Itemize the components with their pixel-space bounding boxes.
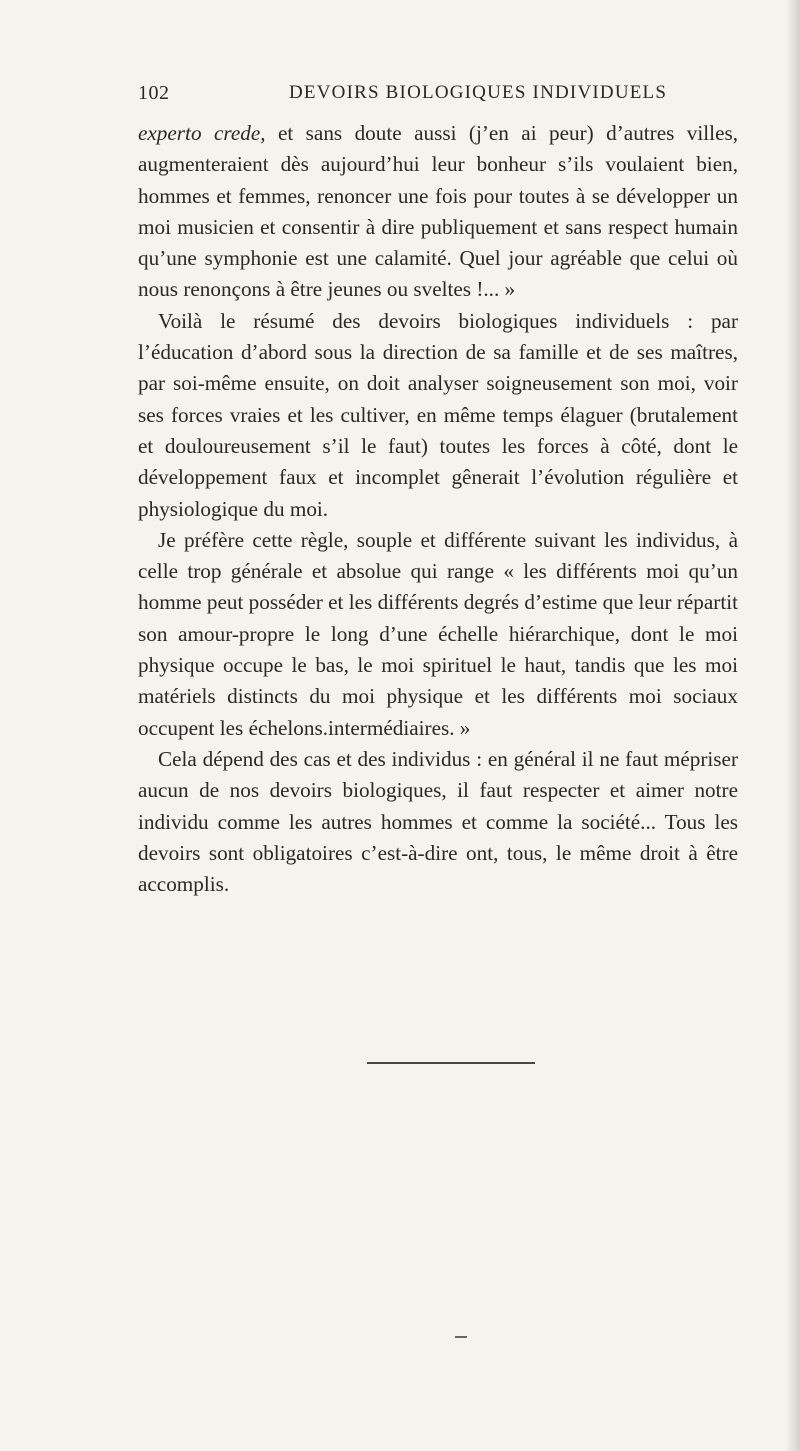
paragraph-4: Cela dépend des cas et des individus : en général il ne faut mépriser aucun de nos devoirs biologiques, il faut respecter et aimer notre individu comme les autres hommes et comme la société... Tous les devoirs sont obligatoires c’est-à-dire ont, tous, le même droit à être accomplis. (138, 746, 738, 897)
page-mark (455, 1336, 467, 1338)
running-head: DEVOIRS BIOLOGIQUES INDIVIDUELS (289, 82, 668, 103)
end-rule (367, 1062, 535, 1064)
page-edge-shadow (786, 0, 800, 1451)
paragraph-3: Je préfère cette règle, souple et différente suivant les individus, à celle trop générale et absolue qui range « les différents moi qu’un homme peut posséder et les différents degrés d’estime que leur répartit son amour-propre le long d’une échelle hiérarchique, dont le moi physique occupe le bas, le moi spirituel le haut, tandis que les moi matériels distincts du moi physique et les différents moi sociaux occupent les échelons.intermédiaires. » (138, 527, 738, 740)
paragraph-1 (138, 118, 738, 306)
page-header (138, 82, 736, 112)
paragraph-1-text: et sans doute aussi (j’en ai peur) d’autres villes, augmenteraient dès aujourd’hui leur bonheur s’ils voulaient bien, hommes et femmes, renoncer une fois pour toutes à se développer un moi musicien et consentir à dire publiquement et sans respect humain qu’une symphonie est une calamité. Quel jour agréable que celui où nous renonçons à être jeunes ou sveltes !... » (138, 121, 739, 302)
latin-phrase: experto crede, (138, 121, 266, 145)
body-text (138, 118, 738, 900)
paragraph-2: Voilà le résumé des devoirs biologiques individuels : par l’éducation d’abord sous la direction de sa famille et de ses maîtres, par soi-même ensuite, on doit analyser soigneusement son moi, voir ses forces vraies et les cultiver, en même temps élaguer (brutalement et douloureusement s’il le faut) toutes les forces à côté, dont le développement faux et incomplet gênerait l’évolution régulière et physiologique du moi. (138, 308, 738, 521)
page-number: 102 (138, 82, 170, 104)
